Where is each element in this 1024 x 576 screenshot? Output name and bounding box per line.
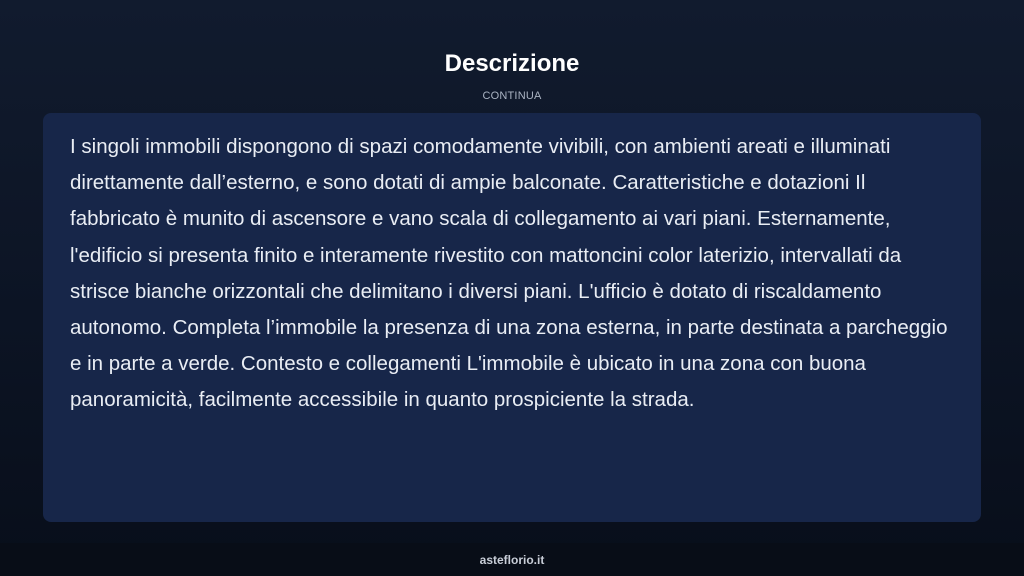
- footer-site-name: asteflorio.it: [479, 553, 545, 567]
- continue-link[interactable]: CONTINUA: [482, 90, 542, 102]
- description-card: [43, 113, 981, 522]
- page-title: Descrizione: [444, 50, 580, 77]
- description-text: I singoli immobili dispongono di spazi comodamente vivibili, con ambienti areati e illuminati direttamente dall’esterno, e sono dotati di ampie balconate. Caratteristiche e dotazioni Il fabbricato è munito di ascensore e vano scala di collegamento ai vari piani. Esternamente, l'edificio si presenta finito e interamente rivestito con mattoncini color laterizio, intervallati da strisce bianche orizzontali che delimitano i diversi piani. L'ufficio è dotato di riscaldamento autonomo. Completa l’immobile la presenza di una zona esterna, in parte destinata a parcheggio e in parte a verde. Contesto e collegamenti L'immobile è ubicato in una zona con buona panoramicità, facilmente accessibile in quanto prospiciente la strada.: [70, 135, 948, 412]
- footer-bar: [0, 543, 1024, 576]
